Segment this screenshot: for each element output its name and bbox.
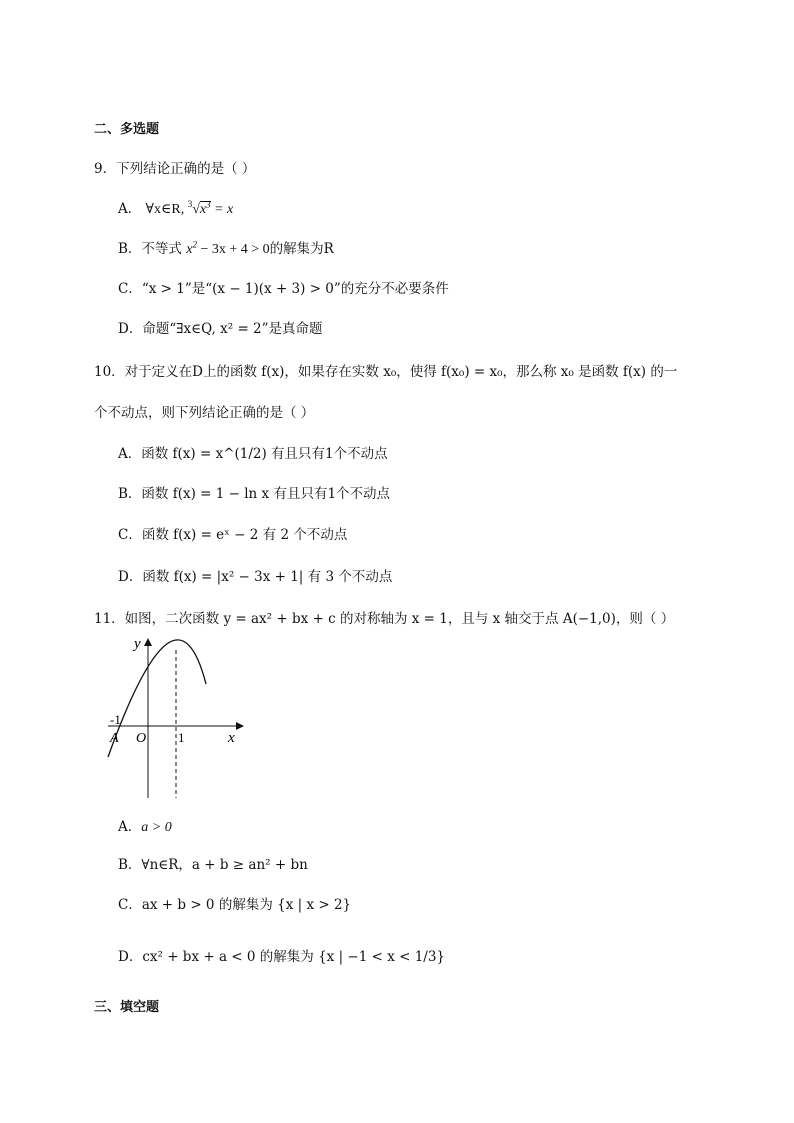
- section-title-multiple-choice: 二、多选题: [94, 122, 160, 137]
- option-label: C．: [118, 281, 142, 297]
- option-text: a > 0: [141, 820, 172, 835]
- option-text-pre: 不等式: [141, 241, 182, 257]
- parabola-figure: [100, 632, 250, 804]
- option-label: B．: [118, 857, 142, 873]
- option-label: C．: [118, 527, 142, 543]
- option-text: 命题“∃x∈Q, x² = 2”是真命题: [142, 321, 323, 337]
- option-text: ax + b > 0 的解集为 {x | x > 2}: [141, 897, 352, 913]
- x-axis-arrow: [236, 722, 244, 730]
- origin-label: O: [136, 731, 147, 746]
- question-10-option-a: [118, 442, 388, 462]
- option-label: A．: [118, 201, 142, 217]
- option-label: C．: [118, 897, 142, 913]
- question-11-option-c: [118, 893, 351, 913]
- question-9-option-b: B．不等式 $x^2 - 3x + 4 > 0$的解集为R: [118, 239, 334, 257]
- question-11-option-b: [118, 853, 308, 873]
- x-axis-label: x: [228, 730, 235, 746]
- option-label: B．: [118, 486, 142, 502]
- question-9-option-c: [118, 277, 449, 297]
- option-text: ∀n∈R，a + b ≥ an² + bn: [141, 857, 308, 873]
- question-11-stem: 11．如图，二次函数 y = ax² + bx + c 的对称轴为 x = 1，且与 x 轴交于点 A(−1,0)，则（ ）: [94, 611, 675, 627]
- neg-one-label: -1: [110, 712, 121, 727]
- question-10-stem-line2: 个不动点，则下列结论正确的是（ ）: [94, 405, 315, 421]
- option-label: D．: [118, 321, 143, 337]
- option-text: “x > 1”是“(x − 1)(x + 3) > 0”的充分不必要条件: [141, 281, 449, 297]
- question-9-stem: 9．下列结论正确的是（ ）: [94, 161, 256, 177]
- question-10-option-b: [118, 482, 390, 502]
- option-text-post: 的解集为R: [269, 241, 334, 257]
- question-9-option-d: [118, 317, 323, 337]
- point-a-label: A: [110, 731, 119, 746]
- section-title-fill-in: 三、填空题: [94, 1000, 160, 1015]
- parabola-curve: [108, 640, 206, 757]
- option-label: D．: [118, 949, 143, 965]
- question-11-option-a: [118, 815, 172, 836]
- question-11-option-d: [118, 945, 445, 965]
- option-text: cx² + bx + a < 0 的解集为 {x | −1 < x < 1/3}: [142, 949, 446, 965]
- one-label: 1: [178, 730, 185, 745]
- option-label: A．: [118, 446, 142, 462]
- option-text: 函数 f(x) = 1 − ln x 有且只有1个不动点: [141, 486, 391, 502]
- question-10-option-d: [118, 565, 392, 585]
- question-10-stem-line1: 10．对于定义在D上的函数 f(x)，如果存在实数 x₀，使得 f(x₀) = x₀，那么称 x₀ 是函数 f(x) 的一: [94, 364, 678, 380]
- option-label: B．: [118, 241, 142, 257]
- option-text: 函数 f(x) = x^(1/2) 有且只有1个不动点: [141, 446, 388, 462]
- option-label: D．: [118, 569, 143, 585]
- question-10-option-c: [118, 523, 347, 543]
- option-text: 函数 f(x) = |x² − 3x + 1| 有 3 个不动点: [142, 569, 393, 585]
- y-axis-arrow: [144, 638, 152, 646]
- question-9-option-a: A． ∀x∈R, $^3√x^3 = x$: [118, 199, 234, 217]
- option-text: 函数 f(x) = eˣ − 2 有 2 个不动点: [141, 527, 348, 543]
- option-label: A．: [118, 819, 142, 835]
- y-axis-label: y: [134, 636, 141, 652]
